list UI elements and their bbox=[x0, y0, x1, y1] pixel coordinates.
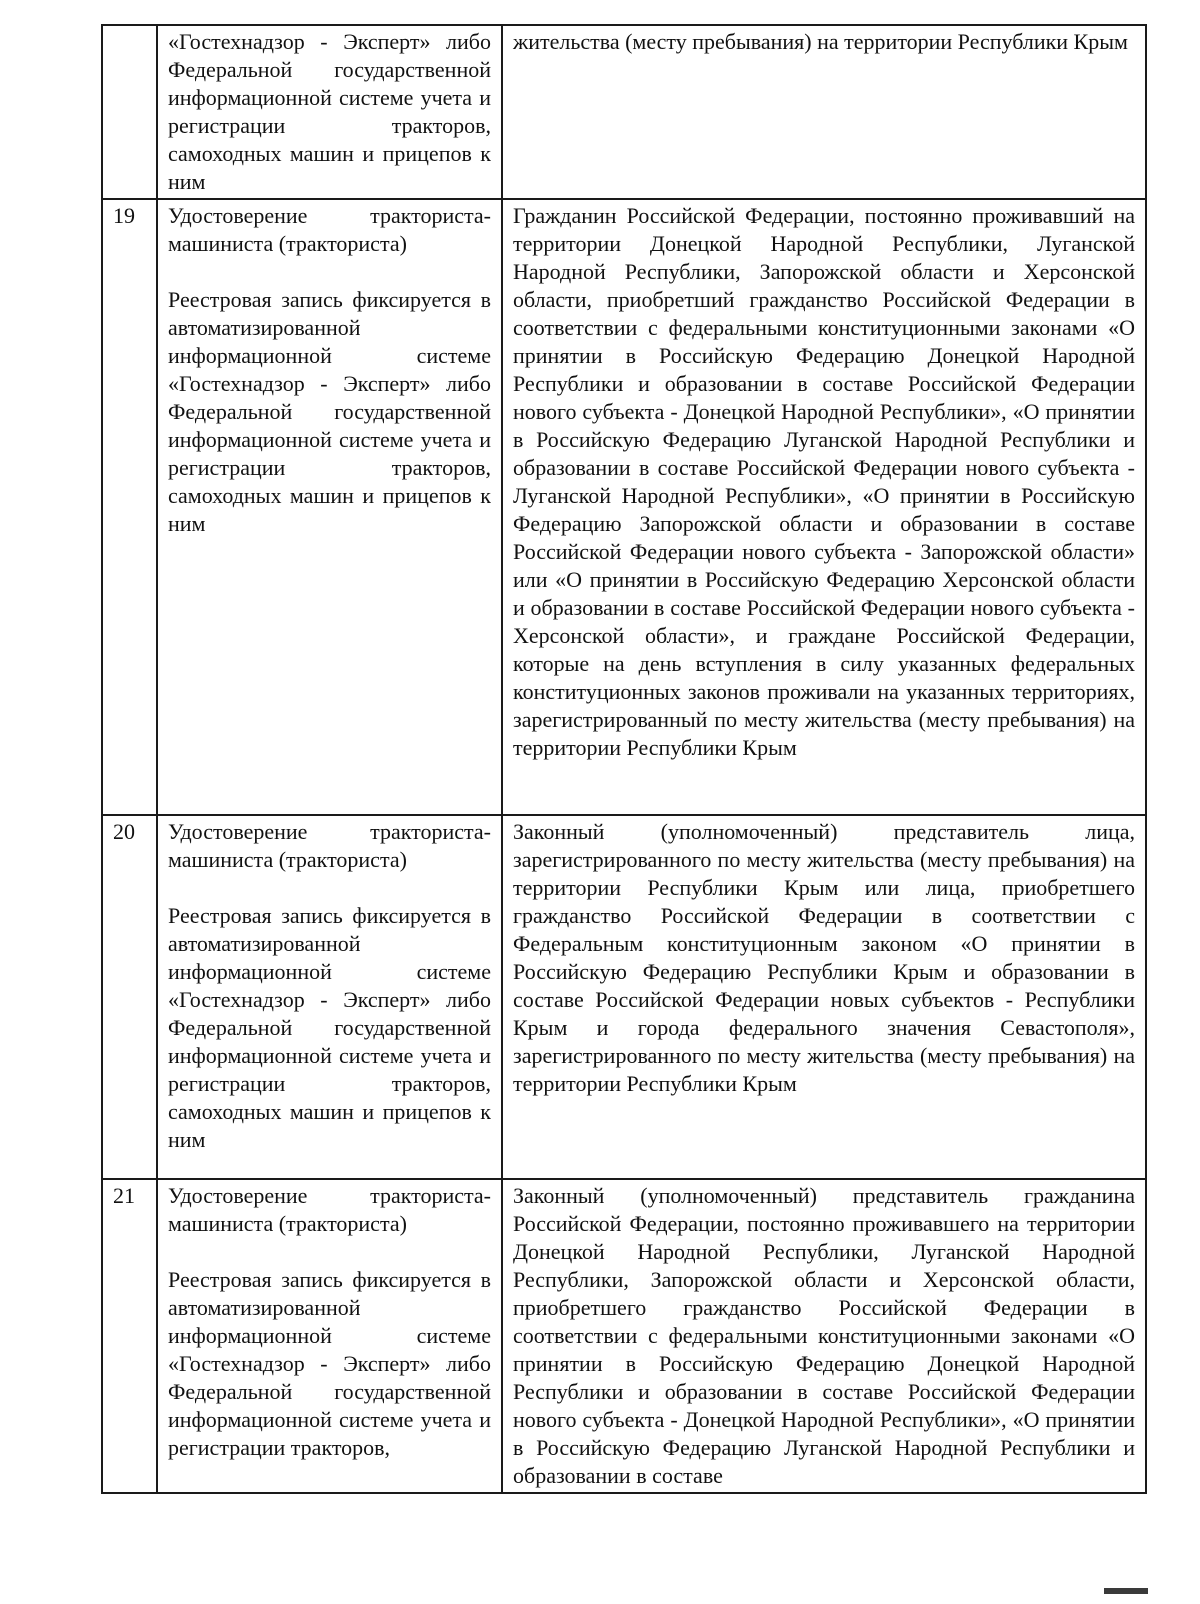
spacer bbox=[168, 874, 491, 902]
table-row bbox=[102, 1179, 1146, 1493]
row-number: 21 bbox=[102, 1179, 157, 1493]
applicant-cell: жительства (месту пребывания) на территории Республики Крым bbox=[502, 25, 1146, 199]
table-row bbox=[102, 199, 1146, 815]
document-cell bbox=[157, 199, 502, 815]
row-number bbox=[102, 25, 157, 199]
spacer bbox=[168, 1238, 491, 1266]
document-cell bbox=[157, 1179, 502, 1493]
document-table bbox=[101, 24, 1147, 1494]
document-record-text: «Гостехнадзор - Эксперт» либо Федеральной государственной информационной системе учета и регистрации тракторов, самоходных машин и прицепов к ним bbox=[168, 29, 491, 194]
table-row bbox=[102, 815, 1146, 1179]
spacer bbox=[168, 258, 491, 286]
applicant-cell: Гражданин Российской Федерации, постоянно проживавший на территории Донецкой Народной Республики, Луганской Народной Республики, Запорожской области и Херсонской области, приобретший гражданство Российской Федерации в соответствии с федеральными конституционными законами «О принятии в Российскую Федерацию Донецкой Народной Республики и образовании в составе Российской Федерации нового субъекта - Донецкой Народной Республики», «О принятии в Российскую Федерацию Луганской Народной Республики и образовании в составе Российской Федерации нового субъекта - Луганской Народной Республики», «О принятии в Российскую Федерацию Запорожской области и образовании в составе Российской Федерации нового субъекта - Запорожской области» или «О принятии в Российскую Федерацию Херсонской области и образовании в составе Российской Федерации нового субъекта - Херсонской области», и граждане Российской Федерации, которые на день вступления в силу указанных федеральных конституционных законов проживали на указанных территориях, зарегистрированный по месту жительства (месту пребывания) на территории Республики Крым bbox=[502, 199, 1146, 815]
document-title: Удостоверение тракториста-машиниста (тракториста) bbox=[168, 819, 491, 872]
document-cell bbox=[157, 815, 502, 1179]
document-title: Удостоверение тракториста-машиниста (тракториста) bbox=[168, 1183, 491, 1236]
document-record-text: Реестровая запись фиксируется в автоматизированной информационной системе «Гостехнадзор - Эксперт» либо Федеральной государственной информационной системе учета и регистрации тракторов, самоходных машин и прицепов к ним bbox=[168, 903, 491, 1152]
row-number: 20 bbox=[102, 815, 157, 1179]
document-record-text: Реестровая запись фиксируется в автоматизированной информационной системе «Гостехнадзор - Эксперт» либо Федеральной государственной информационной системе учета и регистрации тракторов, самоходных машин и прицепов к ним bbox=[168, 287, 491, 536]
row-number: 19 bbox=[102, 199, 157, 815]
table-row bbox=[102, 25, 1146, 199]
document-title: Удостоверение тракториста-машиниста (тракториста) bbox=[168, 203, 491, 256]
applicant-cell: Законный (уполномоченный) представитель лица, зарегистрированного по месту жительства (месту пребывания) на территории Республики Крым или лица, приобретшего гражданство Российской Федерации в соответствии с Федеральным конституционным законом «О принятии в Российскую Федерацию Республики Крым и образовании в составе Российской Федерации новых субъектов - Республики Крым и города федерального значения Севастополя», зарегистрированного по месту жительства (месту пребывания) на территории Республики Крым bbox=[502, 815, 1146, 1179]
applicant-cell: Законный (уполномоченный) представитель гражданина Российской Федерации, постоянно проживавшего на территории Донецкой Народной Республики, Луганской Народной Республики, Запорожской области и Херсонской области, приобретшего гражданство Российской Федерации в соответствии с федеральными конституционными законами «О принятии в Российскую Федерацию Донецкой Народной Республики и образовании в составе Российской Федерации нового субъекта - Донецкой Народной Республики», «О принятии в Российскую Федерацию Луганской Народной Республики и образовании в составе bbox=[502, 1179, 1146, 1493]
page-edge-mark bbox=[1104, 1588, 1148, 1594]
document-cell bbox=[157, 25, 502, 199]
document-record-text: Реестровая запись фиксируется в автоматизированной информационной системе «Гостехнадзор - Эксперт» либо Федеральной государственной информационной системе учета и регистрации тракторов, bbox=[168, 1267, 491, 1460]
